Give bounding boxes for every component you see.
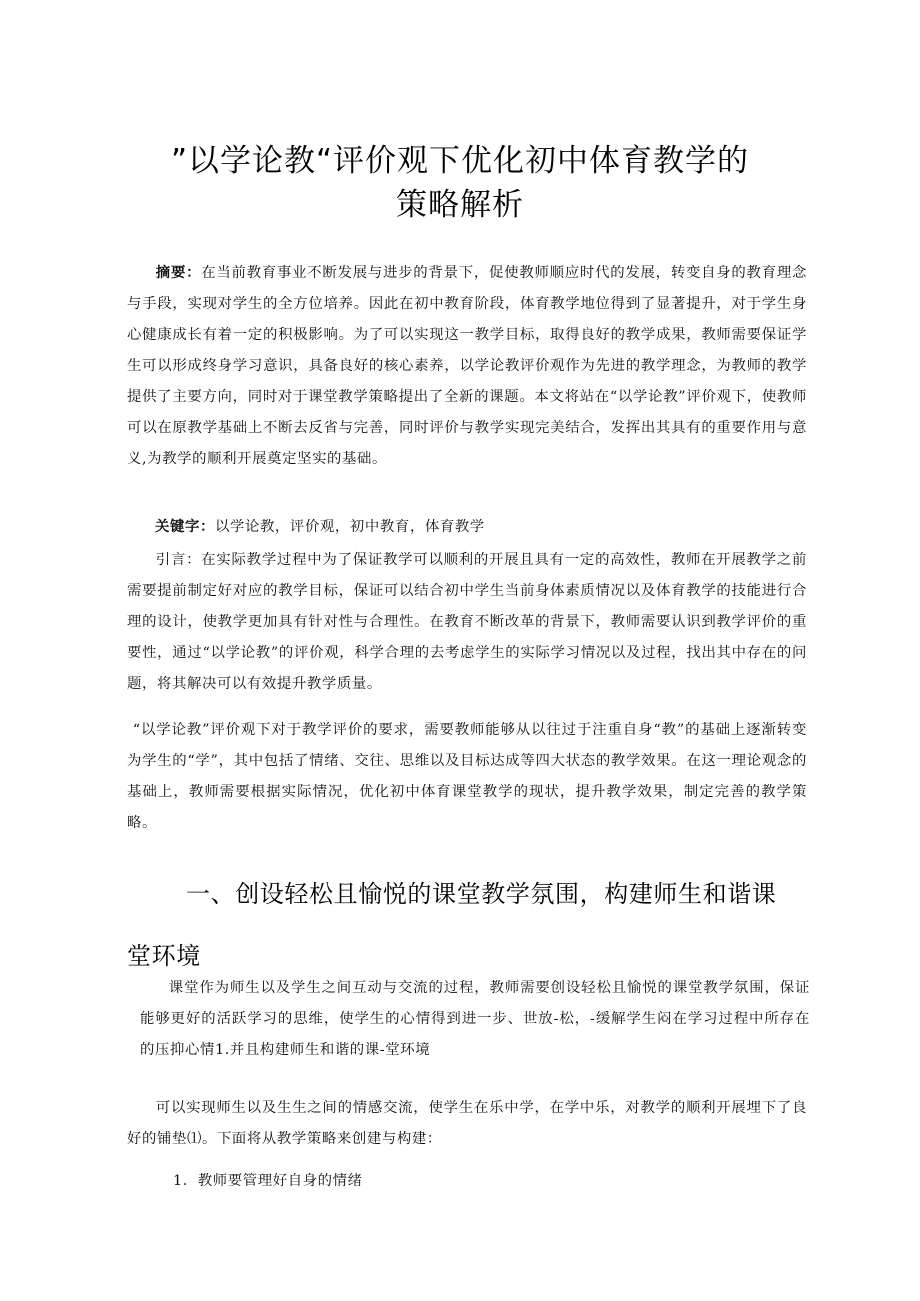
- document-title-line-2: 策略解析: [396, 187, 524, 223]
- abstract-text: 在当前教育事业不断发展与进步的背景下，促使教师顺应时代的发展，转变自身的教育理念与手段，实现对学生的全方位培养。因此在初中教育阶段，体育教学地位得到了显著提升，对于学生身心健康成长有着一定的积极影响。为了可以实现这一教学目标，取得良好的教学成果，教师需要保证学生可以形成终身学习意识，具备良好的核心素养，以学论教评价观作为先进的教学理念，为教师的教学提供了主要方向，同时对于课堂教学策略提出了全新的课题。本文将站在“以学论教”评价观下，使教师可以在原教学基础上不断去反省与完善，同时评价与教学实现完美结合，发挥出其具有的重要作用与意义,为教学的顺利开展奠定坚实的基础。: [127, 265, 807, 467]
- abstract-paragraph: [127, 258, 807, 475]
- keywords-text: 以学论教，评价观，初中教育，体育教学: [214, 519, 485, 535]
- abstract-label: 摘要：: [155, 265, 202, 281]
- section-heading-line-1: 一、创设轻松且愉悦的课堂教学氛围，构建师生和谐课: [186, 880, 777, 908]
- section-heading-line-2: 堂环境: [127, 942, 201, 970]
- list-item: 1．教师要管理好自身的情绪: [173, 1173, 363, 1189]
- intro-paragraph: 引言：在实际教学过程中为了保证教学可以顺利的开展且具有一定的高效性，教师在开展教学之前需要提前制定好对应的教学目标，保证可以结合初中学生当前身体素质情况以及体育教学的技能进行合理的设计，使教学更加具有针对性与合理性。在教育不断改革的背景下，教师需要认识到教学评价的重要性，通过“以学论教”的评价观，科学合理的去考虑学生的实际学习情况以及过程，找出其中存在的问题，将其解决可以有效提升教学质量。: [127, 552, 807, 692]
- keywords-paragraph: [155, 512, 835, 543]
- keywords-label: 关键字：: [155, 519, 215, 535]
- document-title-line-1: ”以学论教“评价观下优化初中体育教学的: [170, 143, 750, 179]
- section-body-paragraph-2: 可以实现师生以及生生之间的情感交流，使学生在乐中学，在学中乐，对教学的顺利开展埋下了良好的铺垫⑴。下面将从教学策略来创建与构建：: [127, 1100, 807, 1147]
- body-paragraph-2: “以学论教”评价观下对于教学评价的要求，需要教师能够从以往过于注重自身“教”的基础上逐渐转变为学生的“学”，其中包括了情绪、交往、思维以及目标达成等四大状态的教学效果。在这一理论观念的基础上，教师需要根据实际情况，优化初中体育课堂教学的现状，提升教学效果，制定完善的教学策略。: [127, 722, 807, 831]
- section-body-paragraph-1: 课堂作为师生以及学生之间互动与交流的过程，教师需要创设轻松且愉悦的课堂教学氛围，保证能够更好的活跃学习的思维，使学生的心情得到进一步、世放-松，-缓解学生闷在学习过程中所存在的压抑心情1.并且构建师生和谐的课-堂环境: [140, 980, 810, 1058]
